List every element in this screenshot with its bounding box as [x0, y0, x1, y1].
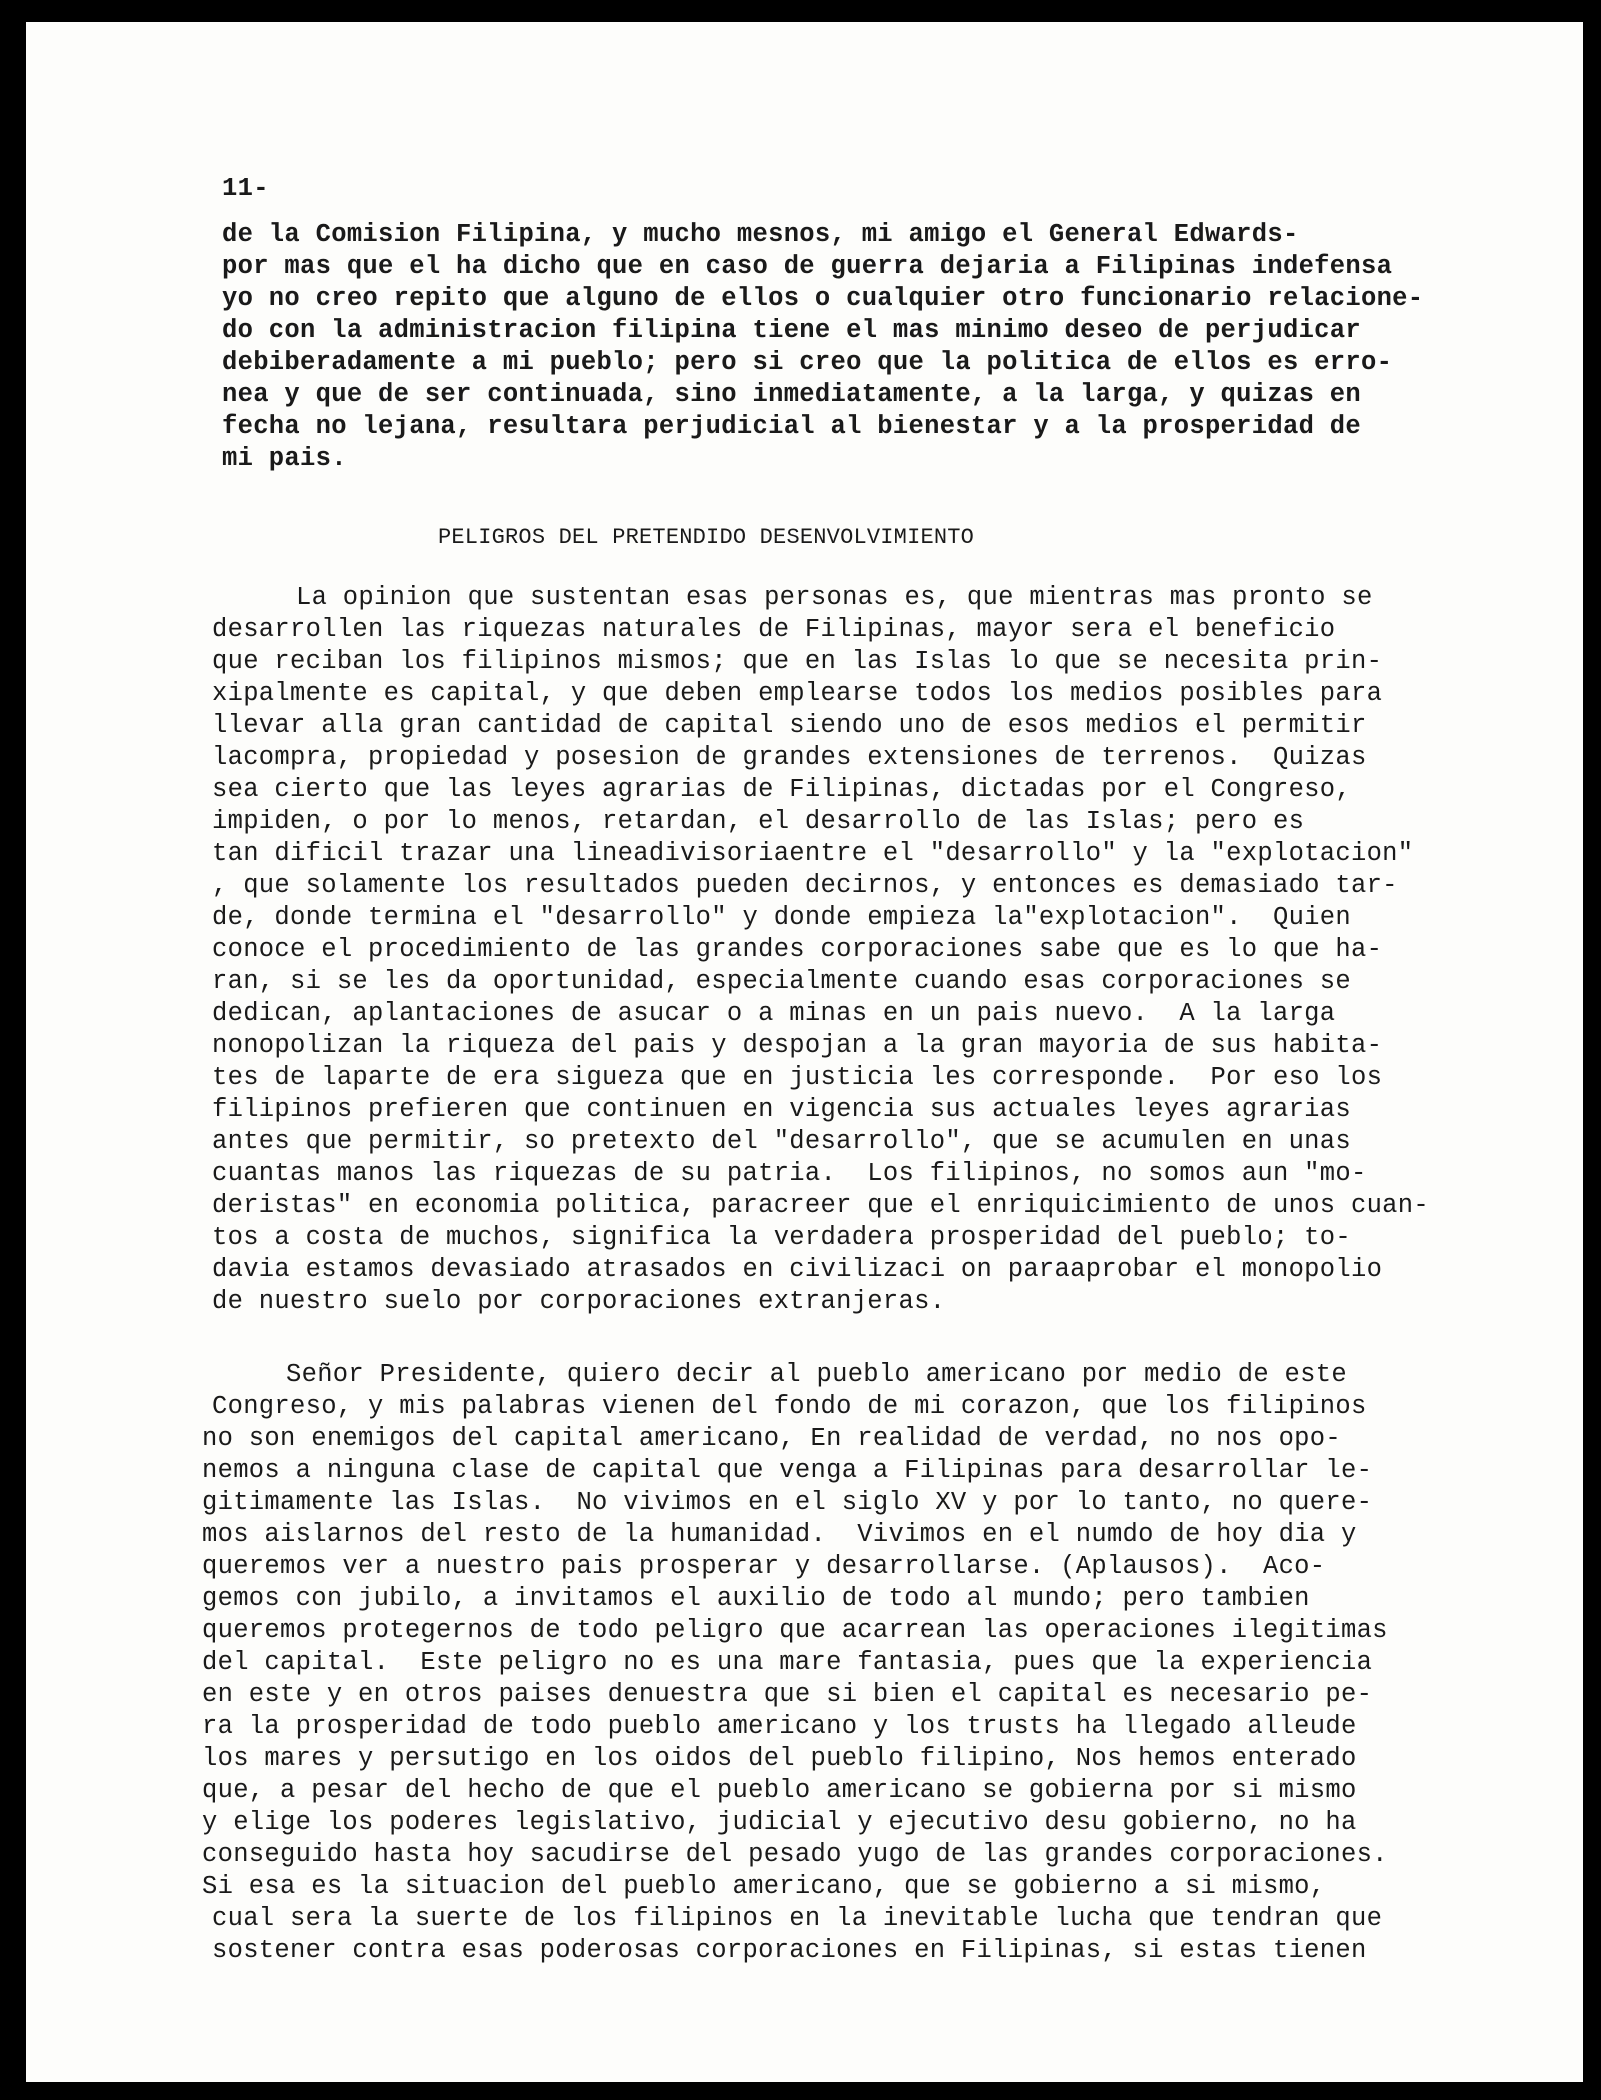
text-line: queremos ver a nuestro pais prosperar y desarrollarse. (Aplausos). Aco-	[202, 1552, 1326, 1581]
text-line: ran, si se les da oportunidad, especialmente cuando esas corporaciones se	[212, 967, 1351, 996]
text-line: mos aislarnos del resto de la humanidad. Vivimos en el numdo de hoy dia y	[202, 1520, 1357, 1549]
text-line: La opinion que sustentan esas personas es, que mientras mas pronto se	[296, 583, 1373, 612]
text-line: do con la administracion filipina tiene el mas minimo deseo de perjudicar	[222, 316, 1361, 345]
text-line: nonopolizan la riqueza del pais y despojan a la gran mayoria de sus habita-	[212, 1031, 1383, 1060]
text-line: de la Comision Filipina, y mucho mesnos, mi amigo el General Edwards-	[222, 220, 1299, 249]
section-heading: PELIGROS DEL PRETENDIDO DESENVOLVIMIENTO	[438, 525, 975, 550]
text-line: gitimamente las Islas. No vivimos en el siglo XV y por lo tanto, no quere-	[202, 1488, 1373, 1517]
text-line: tes de laparte de era sigueza que en justicia les corresponde. Por eso los	[212, 1063, 1383, 1092]
text-line: debiberadamente a mi pueblo; pero si creo que la politica de ellos es erro-	[222, 348, 1393, 377]
text-line: queremos protegernos de todo peligro que acarrean las operaciones ilegitimas	[202, 1616, 1388, 1645]
text-line: deristas" en economia politica, paracreer que el enriquicimiento de unos cuan-	[212, 1191, 1429, 1220]
text-line: mi pais.	[222, 444, 347, 473]
text-line: ra la prosperidad de todo pueblo americano y los trusts ha llegado alleude	[202, 1712, 1357, 1741]
text-line: tos a costa de muchos, significa la verdadera prosperidad del pueblo; to-	[212, 1223, 1351, 1252]
text-line: Si esa es la situacion del pueblo americano, que se gobierno a si mismo,	[202, 1872, 1326, 1901]
text-line: sea cierto que las leyes agrarias de Filipinas, dictadas por el Congreso,	[212, 775, 1351, 804]
text-line: que, a pesar del hecho de que el pueblo americano se gobierna por si mismo	[202, 1776, 1357, 1805]
text-line: gemos con jubilo, a invitamos el auxilio de todo al mundo; pero tambien	[202, 1584, 1310, 1613]
text-line: por mas que el ha dicho que en caso de guerra dejaria a Filipinas indefensa	[222, 252, 1393, 281]
text-line: dedican, aplantaciones de asucar o a minas en un pais nuevo. A la larga	[212, 999, 1336, 1028]
text-line: nemos a ninguna clase de capital que venga a Filipinas para desarrollar le-	[202, 1456, 1373, 1485]
text-line: davia estamos devasiado atrasados en civilizaci on paraaprobar el monopolio	[212, 1255, 1383, 1284]
text-line: de nuestro suelo por corporaciones extranjeras.	[212, 1287, 946, 1316]
text-line: cuantas manos las riquezas de su patria. Los filipinos, no somos aun "mo-	[212, 1159, 1367, 1188]
page-number: 11-	[222, 174, 269, 203]
text-line: desarrollen las riquezas naturales de Filipinas, mayor sera el beneficio	[212, 615, 1336, 644]
document-page	[26, 22, 1583, 2082]
text-line: en este y en otros paises denuestra que si bien el capital es necesario pe-	[202, 1680, 1373, 1709]
text-line: del capital. Este peligro no es una mare fantasia, pues que la experiencia	[202, 1648, 1373, 1677]
text-line: tan dificil trazar una lineadivisoriaentre el "desarrollo" y la "explotacion"	[212, 839, 1414, 868]
text-line: impiden, o por lo menos, retardan, el desarrollo de las Islas; pero es	[212, 807, 1305, 836]
text-line: llevar alla gran cantidad de capital siendo uno de esos medios el permitir	[212, 711, 1367, 740]
text-line: , que solamente los resultados pueden decirnos, y entonces es demasiado tar-	[212, 871, 1398, 900]
text-line: cual sera la suerte de los filipinos en la inevitable lucha que tendran que	[212, 1904, 1383, 1933]
text-line: nea y que de ser continuada, sino inmediatamente, a la larga, y quizas en	[222, 380, 1361, 409]
text-line: antes que permitir, so pretexto del "desarrollo", que se acumulen en unas	[212, 1127, 1351, 1156]
text-line: xipalmente es capital, y que deben emplearse todos los medios posibles para	[212, 679, 1383, 708]
text-line: Señor Presidente, quiero decir al pueblo americano por medio de este	[286, 1360, 1347, 1389]
text-line: filipinos prefieren que continuen en vigencia sus actuales leyes agrarias	[212, 1095, 1351, 1124]
text-line: fecha no lejana, resultara perjudicial al bienestar y a la prosperidad de	[222, 412, 1361, 441]
text-line: los mares y persutigo en los oidos del pueblo filipino, Nos hemos enterado	[202, 1744, 1357, 1773]
text-line: lacompra, propiedad y posesion de grandes extensiones de terrenos. Quizas	[212, 743, 1367, 772]
text-line: no son enemigos del capital americano, En realidad de verdad, no nos opo-	[202, 1424, 1341, 1453]
text-line: conseguido hasta hoy sacudirse del pesado yugo de las grandes corporaciones.	[202, 1840, 1388, 1869]
text-line: y elige los poderes legislativo, judicial y ejecutivo desu gobierno, no ha	[202, 1808, 1357, 1837]
text-line: sostener contra esas poderosas corporaciones en Filipinas, si estas tienen	[212, 1936, 1367, 1965]
text-line: de, donde termina el "desarrollo" y donde empieza la"explotacion". Quien	[212, 903, 1351, 932]
text-line: que reciban los filipinos mismos; que en las Islas lo que se necesita prin-	[212, 647, 1383, 676]
text-line: conoce el procedimiento de las grandes corporaciones sabe que es lo que ha-	[212, 935, 1383, 964]
text-line: yo no creo repito que alguno de ellos o cualquier otro funcionario relacione-	[222, 284, 1424, 313]
text-line: Congreso, y mis palabras vienen del fondo de mi corazon, que los filipinos	[212, 1392, 1367, 1421]
